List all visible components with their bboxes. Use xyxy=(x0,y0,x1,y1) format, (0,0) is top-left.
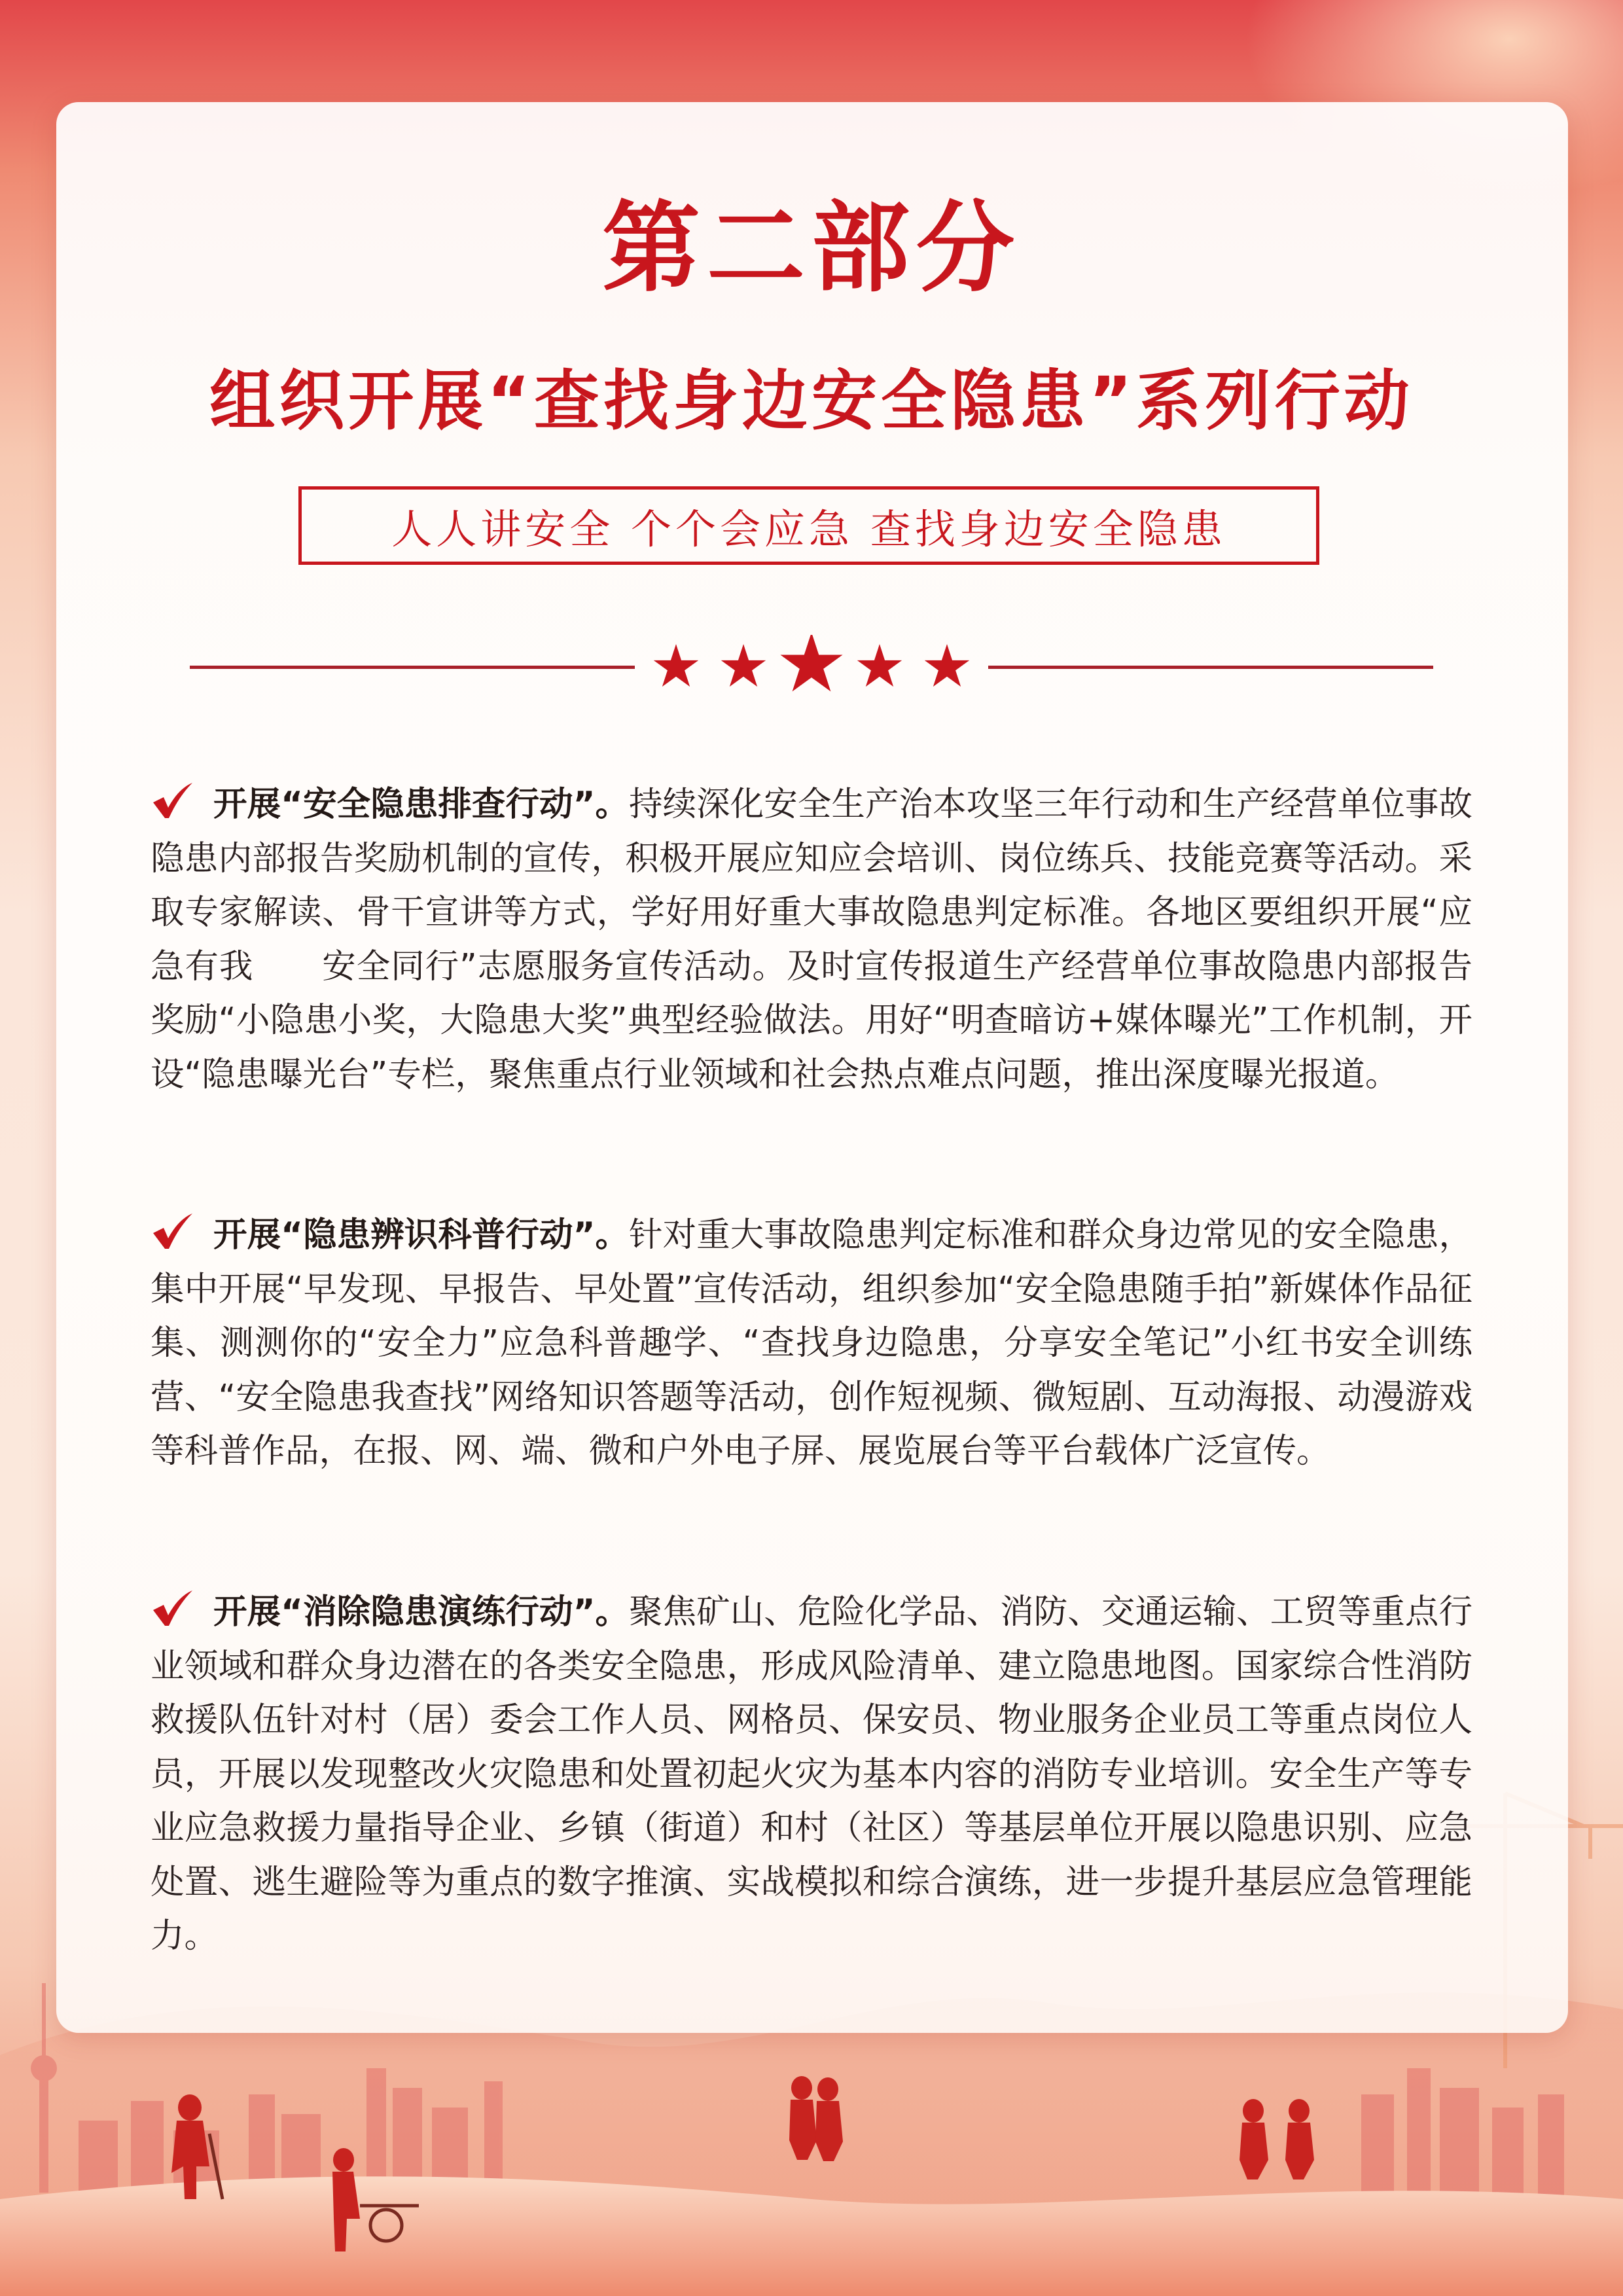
checkmark-icon xyxy=(151,781,194,821)
slogan-box xyxy=(298,486,1319,565)
star-divider xyxy=(190,635,1433,700)
checkmark-icon xyxy=(151,1589,194,1628)
section-hazard-identification xyxy=(151,1208,1472,1479)
checkmark-icon xyxy=(151,1212,194,1251)
star-icon xyxy=(721,644,766,687)
section-heading: 开展“消除隐患演练行动”。 xyxy=(213,1592,630,1632)
star-icon xyxy=(925,644,969,687)
page-title: 第二部分 xyxy=(601,192,1021,306)
section-body: 持续深化安全生产治本攻坚三年行动和生产经营单位事故隐患内部报告奖励机制的宣传，积极开展应知应会培训、岗位练兵、技能竞赛等活动。采取专家解读、骨干宣讲等方式，学好用好重大事故隐患判定标准。各地区要组织开展“应急有我 安全同行”志愿服务宣传活动。及时宣传报道生产经营单位事故隐患内部报告奖励“小隐患小奖，大隐患大奖”典型经验做法。用好“明查暗访+媒体曝光”工作机制，开设“隐患曝光台”专栏，聚焦重点行业领域和社会热点难点问题，推出深度曝光报道。 xyxy=(151,785,1472,1094)
star-icon xyxy=(780,635,842,691)
section-body: 聚焦矿山、危险化学品、消防、交通运输、工贸等重点行业领域和群众身边潜在的各类安全隐患，形成风险清单、建立隐患地图。国家综合性消防救援队伍针对村（居）委会工作人员、网格员、保安员、物业服务企业员工等重点岗位人员，开展以发现整改火灾隐患和处置初起火灾为基本内容的消防专业培训。安全生产等专业应急救援力量指导企业、乡镇（街道）和村（社区）等基层单位开展以隐患识别、应急处置、逃生避险等为重点的数字推演、实战模拟和综合演练，进一步提升基层应急管理能力。 xyxy=(151,1592,1472,1956)
section-hazard-drill xyxy=(151,1585,1472,1964)
section-body: 针对重大事故隐患判定标准和群众身边常见的安全隐患，集中开展“早发现、早报告、早处置”宣传活动，组织参加“安全隐患随手拍”新媒体作品征集、测测你的“安全力”应急科普趣学、“查找身边隐患，分享安全笔记”小红书安全训练营、“安全隐患我查找”网络知识答题等活动，创作短视频、微短剧、互动海报、动漫游戏等科普作品，在报、网、端、微和户外电子屏、展览展台等平台载体广泛宣传。 xyxy=(151,1215,1472,1471)
divider-line-left xyxy=(190,666,635,669)
divider-line-right xyxy=(988,666,1433,669)
star-icon xyxy=(857,644,902,687)
star-icon xyxy=(654,644,698,687)
slogan-text: 人人讲安全 个个会应急 查找身边安全隐患 xyxy=(391,505,1226,553)
section-hazard-inspection xyxy=(151,778,1472,1102)
page-subtitle: 组织开展“查找身边安全隐患”系列行动 xyxy=(209,363,1414,439)
section-heading: 开展“隐患辨识科普行动”。 xyxy=(213,1215,630,1255)
section-heading: 开展“安全隐患排查行动”。 xyxy=(213,785,630,824)
